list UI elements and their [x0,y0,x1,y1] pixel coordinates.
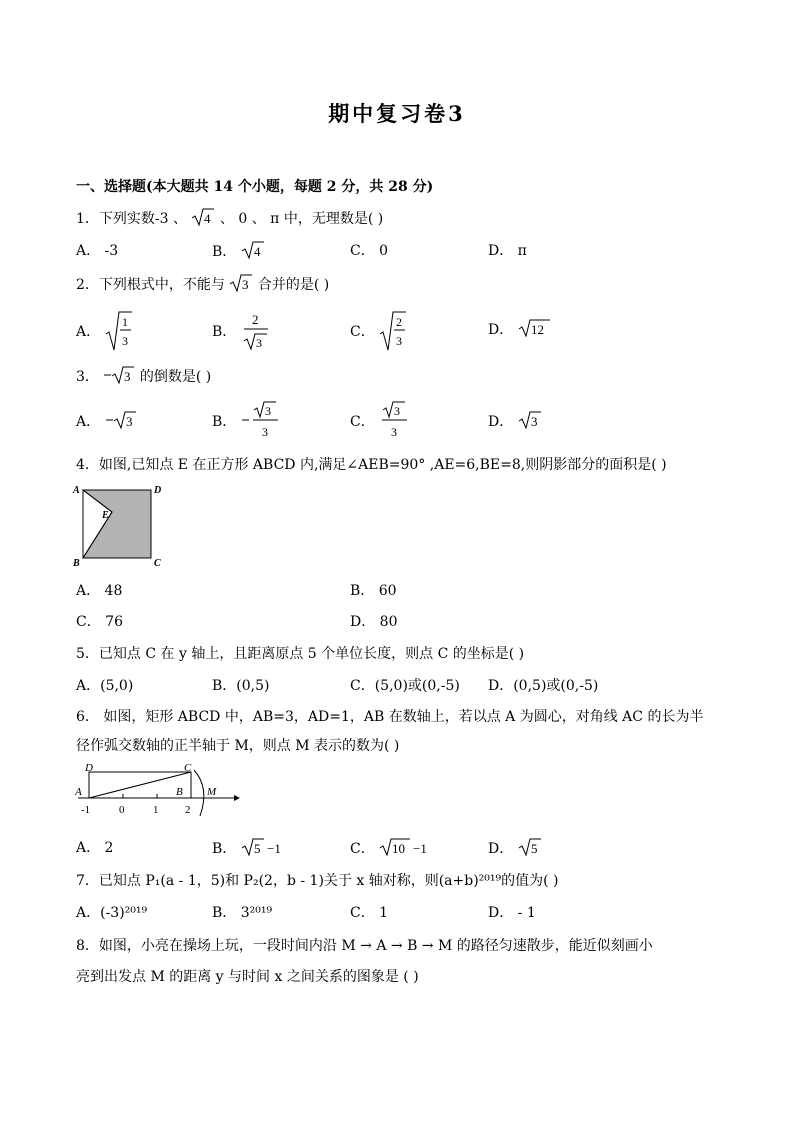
q7-option-a[interactable]: A．(-3)²⁰¹⁹ [76,905,148,921]
svg-text:3: 3 [255,336,262,350]
question-4-text: 4．如图,已知点 E 在正方形 ABCD 内,满足∠AEB=90° ,AE=6,BE=8,则阴影部分的面积是( ) [76,457,667,473]
svg-text:12: 12 [530,322,544,337]
svg-text:−1: −1 [266,841,281,856]
tick-label-2: 2 [185,804,191,816]
sqrt3-expression [518,410,542,430]
question-8-line-1: 8．如图，小亮在操场上玩，一段时间内沿 M → A → B → M 的路径匀速散步，能近似刻画小 [76,938,653,954]
two-over-sqrt3 [241,310,271,352]
q4-option-a[interactable]: A． 48 [76,583,123,599]
question-2 [76,273,329,294]
page-title: 期中复习卷3 [328,101,466,126]
q3-option-c[interactable] [350,400,411,442]
question-1 [76,207,383,228]
sqrt5-minus-1 [241,837,291,857]
number-line-figure [72,760,242,822]
q6-option-c[interactable] [350,837,437,858]
q2-option-c[interactable] [350,310,407,352]
sqrt3-over-3 [379,400,411,442]
sqrt5-expression [518,837,542,857]
label-d: D [85,762,93,774]
svg-text:5: 5 [530,841,538,856]
q1-option-a[interactable]: A． -3 [76,243,119,259]
tick-label-neg1: -1 [81,804,91,816]
q4-option-b[interactable]: B． 60 [350,583,397,599]
q2-option-b-label: B． [212,324,237,340]
sqrt4-expression [191,207,215,227]
svg-text:3: 3 [264,404,271,418]
q6-option-b-label: B． [212,841,237,857]
label-e: E [102,510,109,521]
sqrt10-minus-1 [379,837,437,857]
q3-option-b[interactable] [212,400,281,442]
neg-sqrt3-expression [105,410,137,430]
tick-label-1: 1 [153,804,159,816]
question-7-text: 7．已知点 P₁(a - 1，5)和 P₂(2，b - 1)关于 x 轴对称，则(a+b)²⁰¹⁹的值为( ) [76,873,559,889]
svg-text:4: 4 [204,211,211,226]
q6-option-a[interactable]: A． 2 [76,840,114,856]
sqrt12-expression [518,318,552,338]
q1-rest: 、 0 、 π 中，无理数是( ) [219,211,384,227]
svg-text:3: 3 [391,425,398,439]
svg-text:3: 3 [121,334,128,348]
section-header: 一、选择题(本大题共 14 个小题，每题 2 分，共 28 分) [76,179,434,195]
label-b: B [73,558,80,569]
svg-text:3: 3 [530,414,538,429]
svg-text:3: 3 [396,334,403,348]
label-a: A [75,786,82,798]
q2-option-b[interactable] [212,310,271,352]
sqrt4-expression [241,240,265,260]
label-c: C [184,762,192,774]
q3-option-b-label: B． [212,414,237,430]
svg-text:3: 3 [261,425,268,439]
q1-option-b[interactable] [212,240,265,261]
sqrt3-expression [229,273,253,293]
question-3 [76,365,211,386]
label-a: A [73,485,80,496]
q3-rest: 的倒数是( ) [139,369,212,385]
q1-option-c[interactable]: C． 0 [350,243,389,259]
question-6-line-2: 径作弧交数轴的正半轴于 M，则点 M 表示的数为( ) [76,738,400,754]
label-m: M [207,786,217,798]
label-b: B [176,786,183,798]
square-abcd-figure [70,482,170,572]
q7-option-c[interactable]: C． 1 [350,905,389,921]
q1-option-b-label: B． [212,244,237,260]
svg-text:10: 10 [392,841,406,856]
q2-option-d[interactable] [488,318,552,339]
q3-option-a[interactable] [76,410,137,431]
svg-text:1: 1 [121,315,128,329]
q3-prefix: 3． [76,369,99,385]
svg-text:2: 2 [396,315,403,329]
q5-option-b[interactable]: B．(0,5) [212,678,270,694]
q4-option-c[interactable]: C． 76 [76,614,123,630]
svg-text:−1: −1 [413,841,428,856]
q6-option-d[interactable] [488,837,542,858]
q2-prefix: 2．下列根式中，不能与 [76,277,225,293]
q6-option-d-label: D． [488,841,514,857]
q2-option-d-label: D． [488,322,514,338]
svg-text:3: 3 [125,414,133,429]
svg-text:4: 4 [253,244,261,259]
q3-option-d-label: D． [488,414,514,430]
svg-text:3: 3 [394,404,401,418]
q1-prefix: 1．下列实数-3 、 [76,211,187,227]
q6-option-b[interactable] [212,837,291,858]
q5-option-c[interactable]: C．(5,0)或(0,-5) [350,678,460,694]
question-8-line-2: 亮到出发点 M 的距离 y 与时间 x 之间关系的图象是 ( ) [76,969,419,985]
q7-option-b[interactable]: B． 3²⁰¹⁹ [212,905,273,921]
q5-option-a[interactable]: A．(5,0) [76,678,134,694]
sqrt-two-thirds [379,310,407,352]
q2-option-c-label: C． [350,324,375,340]
q2-rest: 合并的是( ) [257,277,330,293]
q2-option-a-label: A． [76,324,101,340]
label-d: D [154,485,162,496]
question-5-text: 5．已知点 C 在 y 轴上，且距离原点 5 个单位长度，则点 C 的坐标是( ) [76,646,525,662]
neg-sqrt3-over-3 [241,400,281,442]
q3-option-d[interactable] [488,410,542,431]
q4-option-d[interactable]: D． 80 [350,614,398,630]
sqrt-one-third [105,310,133,352]
q7-option-d[interactable]: D． - 1 [488,905,536,921]
question-6-line-1: 6． 如图，矩形 ABCD 中，AB=3，AD=1，AB 在数轴上，若以点 A 为圆心，对角线 AC 的长为半 [76,709,704,725]
svg-text:5: 5 [253,841,261,856]
q3-option-c-label: C． [350,414,375,430]
svg-text:2: 2 [251,312,259,327]
q3-option-a-label: A． [76,414,101,430]
q5-option-d[interactable]: D．(0,5)或(0,-5) [488,678,599,694]
svg-text:3: 3 [124,369,131,384]
q2-option-a[interactable] [76,310,133,352]
label-c: C [154,558,161,569]
svg-text:3: 3 [242,277,249,292]
tick-label-0: 0 [119,804,125,816]
q1-option-d[interactable]: D． π [488,243,527,259]
q6-option-c-label: C． [350,841,375,857]
neg-sqrt3-expression [103,365,135,385]
